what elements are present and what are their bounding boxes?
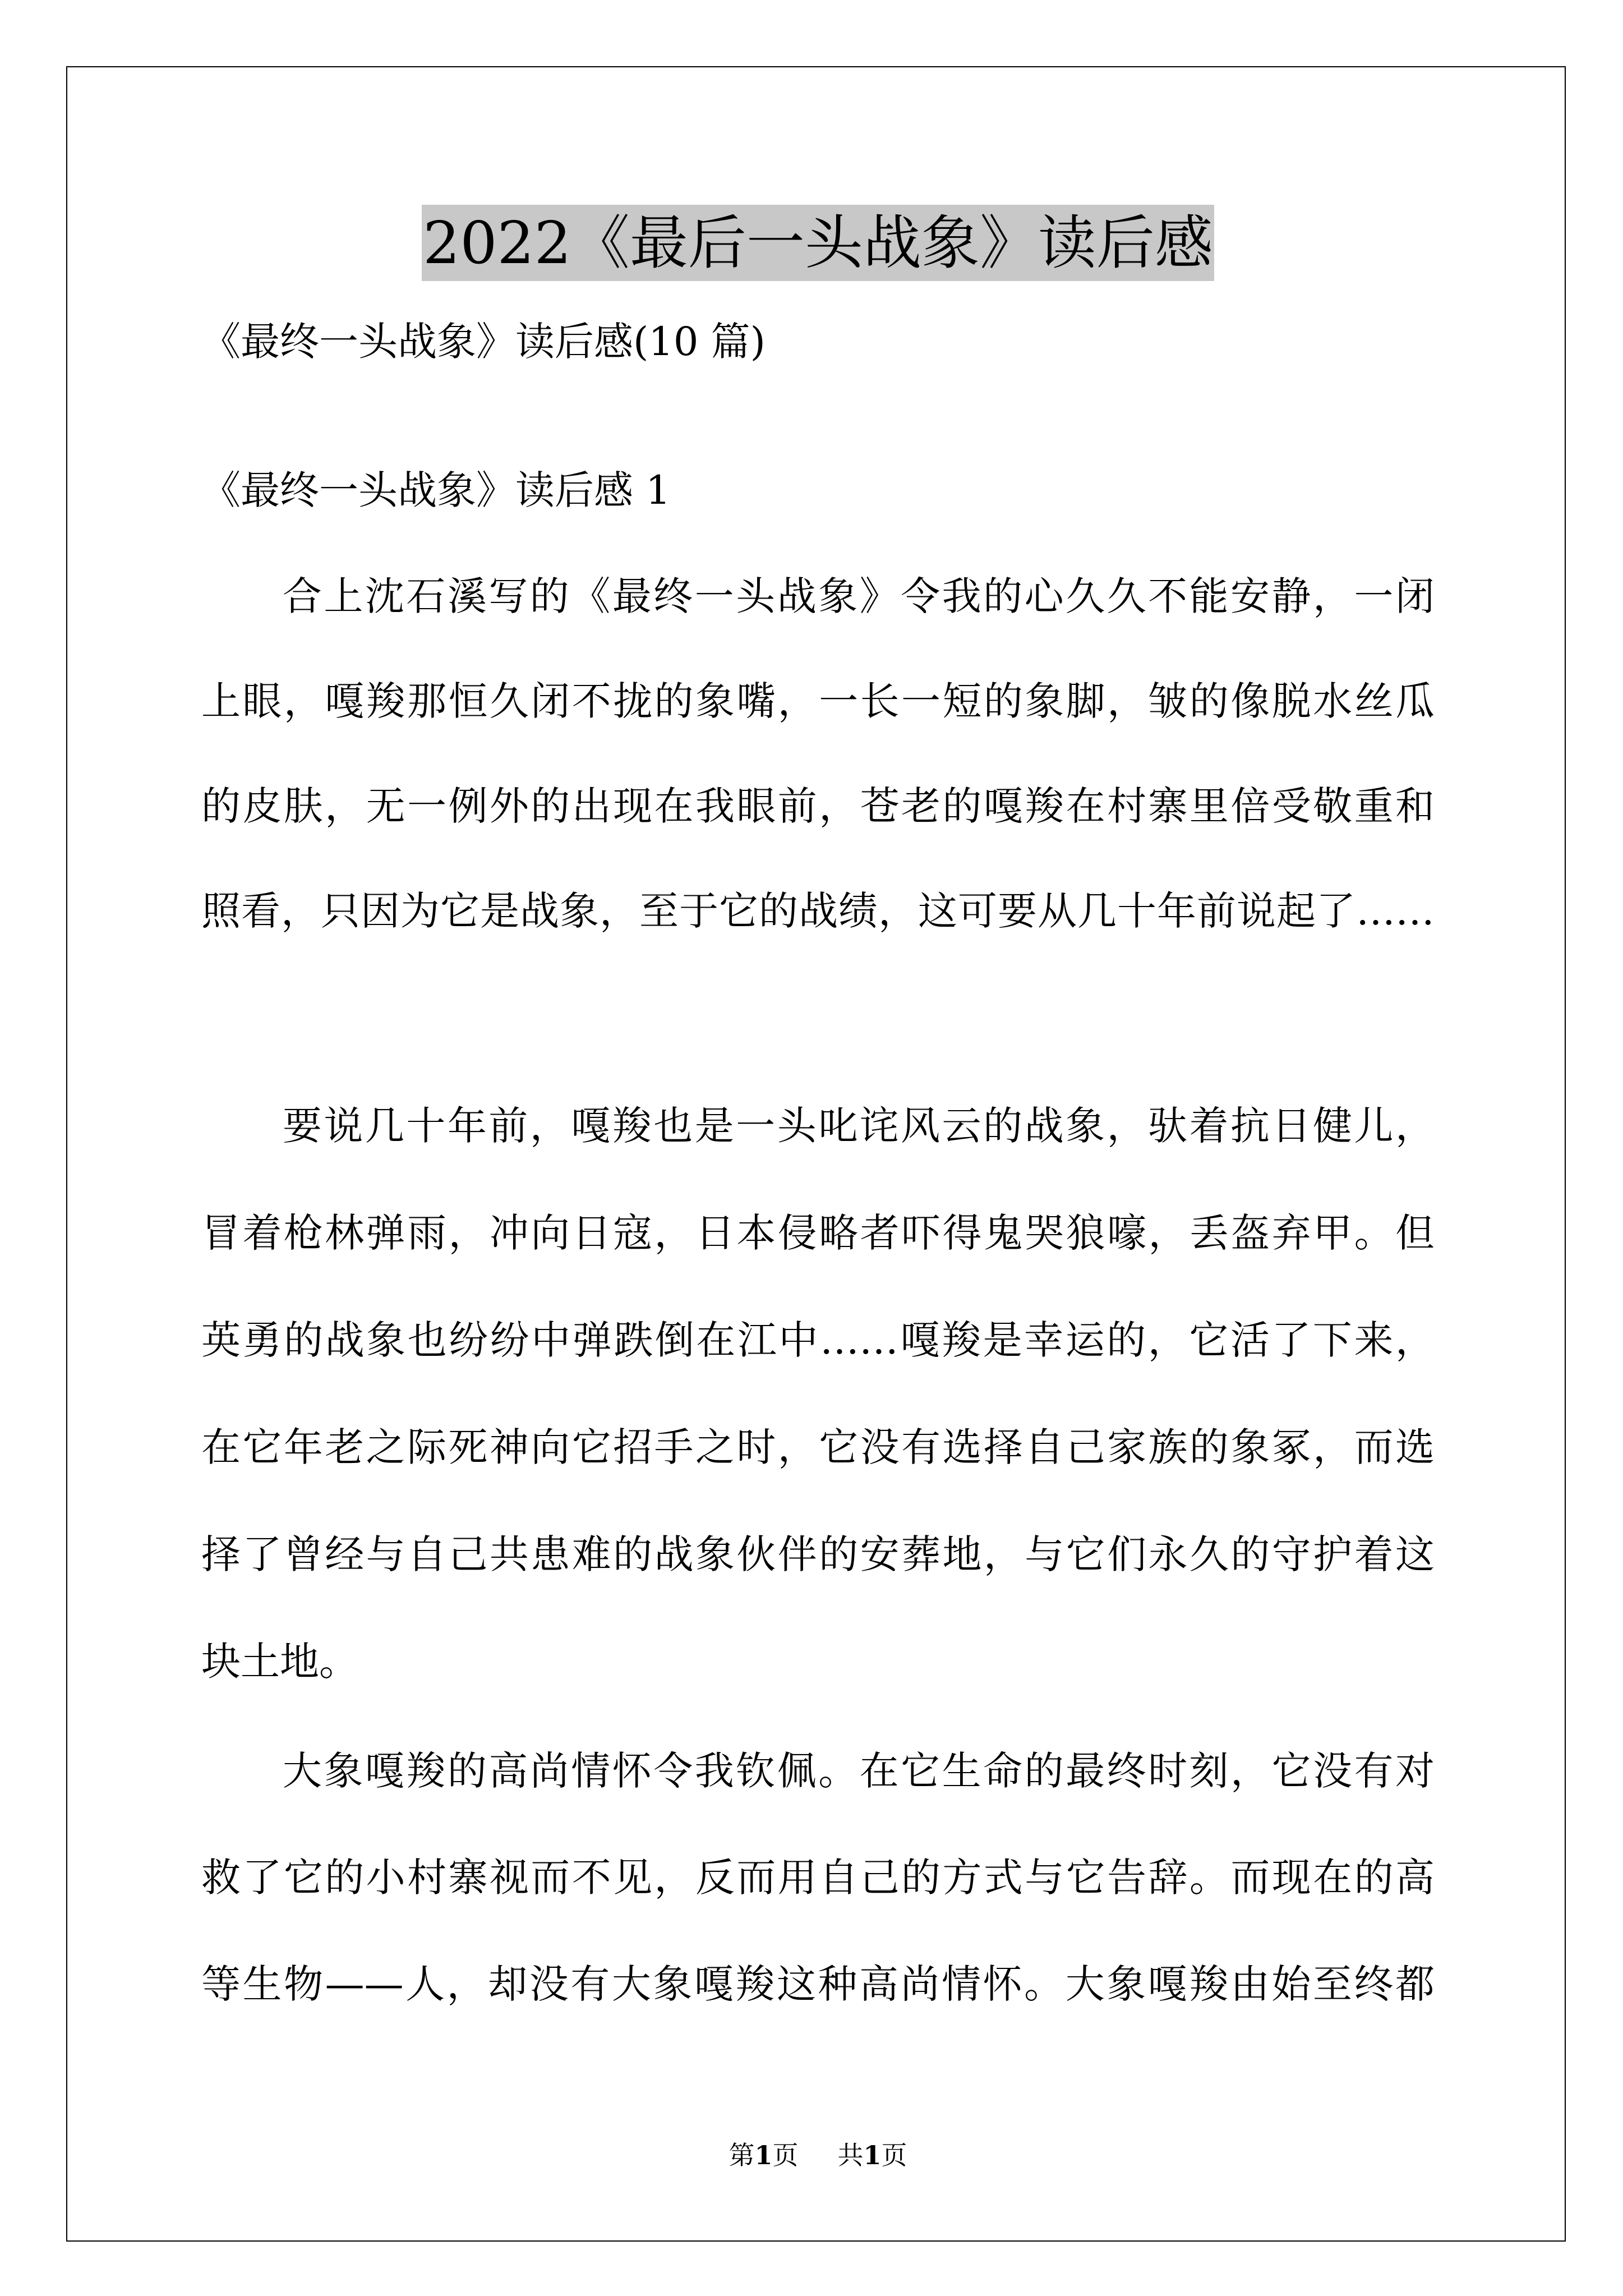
paragraph-line: 在它年老之际死神向它招手之时，它没有选择自己家族的象冢，而选 xyxy=(201,1424,1435,1470)
paragraph-line: 救了它的小村寨视而不见，反而用自己的方式与它告辞。而现在的高 xyxy=(201,1855,1435,1901)
paragraph-line: 冒着枪林弹雨，冲向日寇，日本侵略者吓得鬼哭狼嚎，丢盔弃甲。但 xyxy=(201,1210,1435,1256)
paragraph-line: 照看，只因为它是战象，至于它的战绩，这可要从几十年前说起了…… xyxy=(201,888,1435,934)
collection-heading: 《最终一头战象》读后感(10 篇) xyxy=(201,319,766,365)
document-title: 2022《最后一头战象》读后感 xyxy=(422,205,1214,281)
section-heading: 《最终一头战象》读后感 1 xyxy=(201,467,671,513)
total-suffix: 页 xyxy=(881,2140,907,2170)
page-suffix: 页 xyxy=(772,2140,799,2170)
paragraph-line: 大象嘎羧的高尚情怀令我钦佩。在它生命的最终时刻，它没有对 xyxy=(282,1748,1435,1794)
paragraph-line: 的皮肤，无一例外的出现在我眼前，苍老的嘎羧在村寨里倍受敬重和 xyxy=(201,783,1435,829)
total-pages-label xyxy=(838,2140,907,2170)
paragraph-line: 英勇的战象也纷纷中弹跌倒在江中……嘎羧是幸运的，它活了下来， xyxy=(201,1317,1435,1363)
page-prefix: 第 xyxy=(728,2140,755,2170)
paragraph-2 xyxy=(201,1073,1435,1715)
paragraph-3 xyxy=(201,1718,1435,2037)
paragraph-line: 块土地。 xyxy=(201,1639,358,1685)
heading-line-1-block xyxy=(201,288,1435,395)
paragraph-1 xyxy=(201,544,1435,964)
paragraph-line: 要说几十年前，嘎羧也是一头叱诧风云的战象，驮着抗日健儿， xyxy=(282,1103,1435,1149)
total-prefix: 共 xyxy=(837,2140,864,2170)
total-pages: 1 xyxy=(863,2140,882,2170)
paragraph-line: 上眼，嘎羧那恒久闭不拢的象嘴，一长一短的象脚，皱的像脱水丝瓜 xyxy=(201,678,1435,724)
paragraph-line: 合上沈石溪写的《最终一头战象》令我的心久久不能安静，一闭 xyxy=(282,573,1435,619)
paragraph-line: 等生物——人，却没有大象嘎羧这种高尚情怀。大象嘎羧由始至终都 xyxy=(201,1961,1435,2007)
title-container xyxy=(201,205,1435,281)
paragraph-line: 择了曾经与自己共患难的战象伙伴的安葬地，与它们永久的守护着这 xyxy=(201,1531,1435,1577)
page-number-label xyxy=(728,2140,798,2170)
heading-line-2-block xyxy=(201,437,1435,544)
page-number: 1 xyxy=(754,2140,773,2170)
page-footer xyxy=(201,2138,1435,2172)
